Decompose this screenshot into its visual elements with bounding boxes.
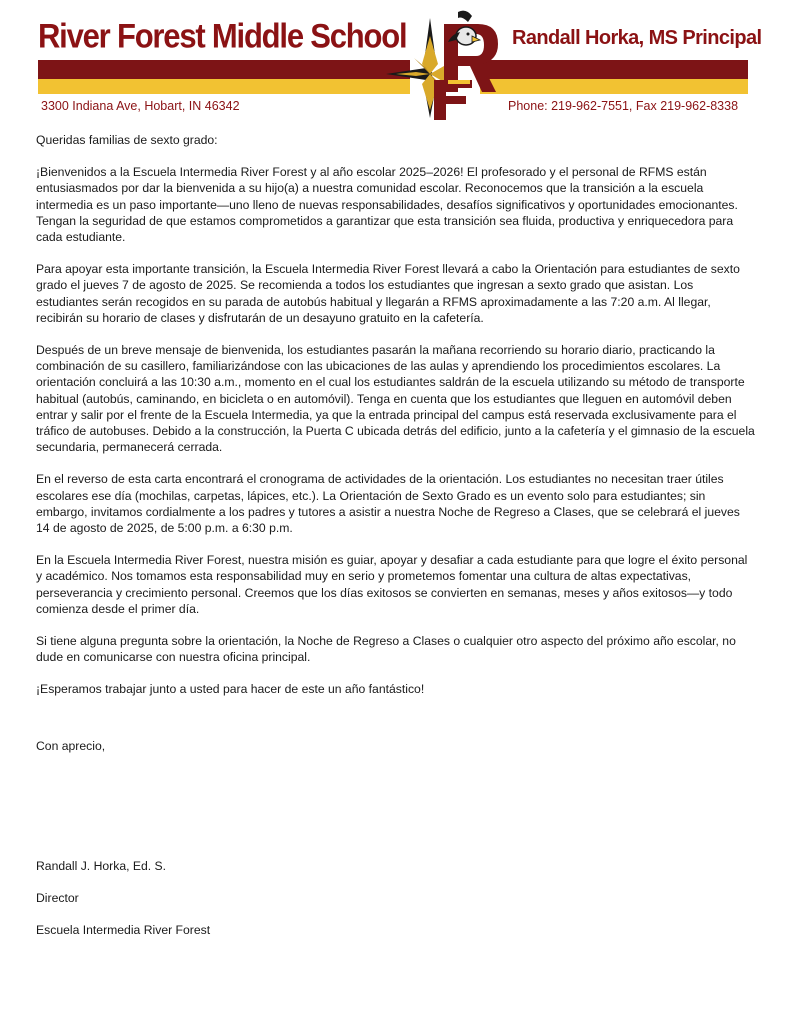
signature-name: Randall J. Horka, Ed. S.	[36, 858, 167, 873]
closing: Con aprecio,	[36, 738, 106, 753]
paragraph-mission: En la Escuela Intermedia River Forest, nuestra misión es guiar, apoyar y desafiar a cada estudiante para que logre el éxito personal y académico. Nos tomamos esta responsabilidad muy en serio y prometemos fomentar una cultura de altas expectativas, perseverancia y crecimiento personal. Creemos que los días exitosos se convierten en semanas, meses y años exitosos—y todo comienza desde el primer día.	[36, 553, 748, 616]
signature-title: Director	[36, 891, 79, 906]
letter-body	[36, 132, 756, 955]
paragraph-questions: Si tiene alguna pregunta sobre la orientación, la Noche de Regreso a Clases o cualquier otro aspecto del próximo año escolar, no dude en comunicarse con nuestra oficina principal.	[36, 634, 736, 665]
principal-name: Randall Horka, MS Principal	[512, 27, 762, 49]
school-address: 3300 Indiana Ave, Hobart, IN 46342	[41, 99, 240, 113]
paragraph-orientation: Para apoyar esta importante transición, la Escuela Intermedia River Forest llevará a cabo la Orientación para estudiantes de sexto grado el jueves 7 de agosto de 2025. Se recomienda a todos los estudiantes que ingresan a sexto grado que asistan. Los estudiantes serán recogidos en su parada de autobús habitual y llegarán a RFMS aproximadamente a las 7:20 a.m. Al llegar, recibirán su horario de clases y disfrutarán de un desayuno gratuito en la cafetería.	[36, 262, 740, 325]
signature-school: Escuela Intermedia River Forest	[36, 923, 211, 938]
salutation: Queridas familias de sexto grado:	[36, 133, 218, 147]
school-logo-icon	[386, 6, 502, 122]
paragraph-schedule: Después de un breve mensaje de bienvenida, los estudiantes pasarán la mañana recorriendo su horario diario, practicando la combinación de su casillero, familiarizándose con las ubicaciones de las aulas y aprendiendo los procedimientos escolares. La orientación concluirá a las 10:30 a.m., momento en el cual los estudiantes saldrán de la escuela utilizando su método de transporte habitual (autobús, caminando, en bicicleta o en automóvil). Tenga en cuenta que los estudiantes que lleguen en automóvil deben entrar y salir por el frente de la Escuela Intermedia, ya que la entrada principal del campus está reservada exclusivamente para el tráfico de autobuses. Debido a la construcción, la Puerta C ubicada detrás del edificio, junto a la cafetería y el gimnasio de la escuela secundaria, permanecerá cerrada.	[36, 343, 755, 455]
school-name: River Forest Middle School	[38, 16, 407, 56]
paragraph-back-to-school: En el reverso de esta carta encontrará el cronograma de actividades de la orientación. Los estudiantes no necesitan traer útiles escolares ese día (mochilas, carpetas, lápices, etc.). La Orientación de Sexto Grado es un evento solo para estudiantes; sin embargo, invitamos cordialmente a los padres y tutores a asistir a nuestra Noche de Regreso a Clases, que se celebrará el jueves 14 de agosto de 2025, de 5:00 p.m. a 6:30 p.m.	[36, 472, 740, 536]
paragraph-welcome: ¡Bienvenidos a la Escuela Intermedia River Forest y al año escolar 2025–2026! El profesorado y el personal de RFMS están entusiasmados por dar la bienvenida a su hijo(a) a nuestra comunidad escolar. Reconocemos que la transición a la escuela intermedia es un paso importante—uno lleno de nuevas responsabilidades, desafíos significativos y oportunidades emocionantes. Tengan la seguridad de que estamos comprometidos a garantizar que esta transición sea fluida, productiva y enriquecedora para cada estudiante.	[36, 165, 738, 245]
paragraph-closing-wish: ¡Esperamos trabajar junto a usted para hacer de este un año fantástico!	[36, 682, 425, 697]
letterhead	[0, 0, 790, 125]
contact-phone-fax: Phone: 219-962-7551, Fax 219-962-8338	[508, 99, 739, 113]
